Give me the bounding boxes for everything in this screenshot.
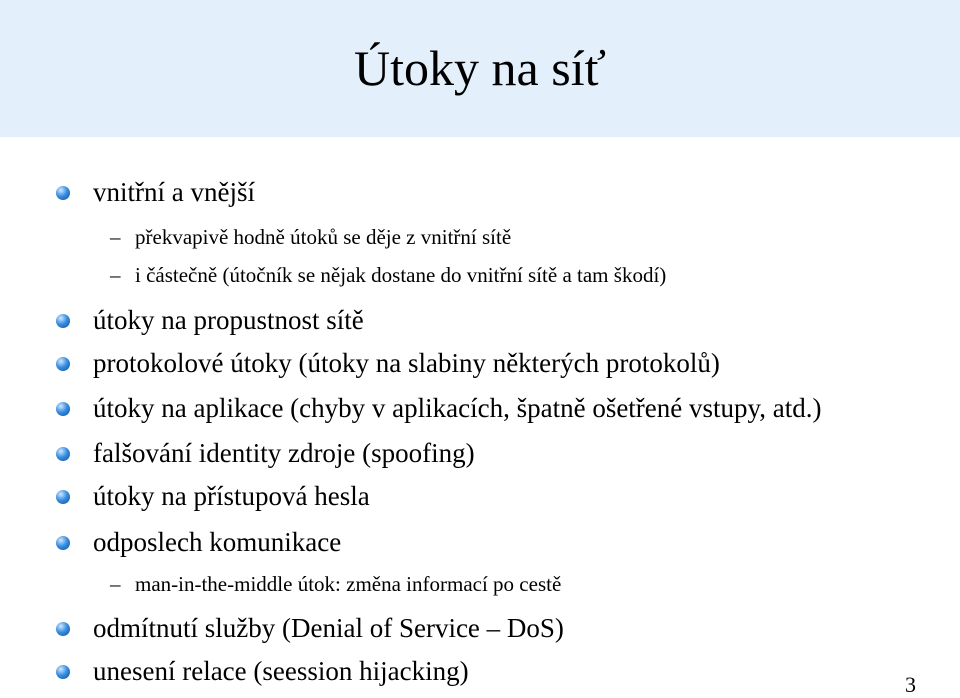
bullet-item: unesení relace (seession hijacking) <box>93 656 469 686</box>
bullet-icon <box>56 402 70 416</box>
bullet-icon <box>56 447 70 461</box>
sub-bullet-item: překvapivě hodně útoků se děje z vnitřní sítě <box>135 225 512 249</box>
bullet-icon <box>56 314 70 328</box>
bullet-item: útoky na aplikace (chyby v aplikacích, špatně ošetřené vstupy, atd.) <box>93 393 822 423</box>
bullet-icon <box>56 357 70 371</box>
dash-icon: – <box>110 225 121 249</box>
bullet-item: útoky na přístupová hesla <box>93 481 370 511</box>
bullet-item: útoky na propustnost sítě <box>93 305 364 335</box>
dash-icon: – <box>110 263 121 287</box>
bullet-item: odmítnutí služby (Denial of Service – DoS) <box>93 613 564 643</box>
bullet-icon <box>56 186 70 200</box>
bullet-icon <box>56 622 70 636</box>
page-number: 3 <box>905 672 916 697</box>
bullet-icon <box>56 536 70 550</box>
sub-bullet-item: man-in-the-middle útok: změna informací po cestě <box>135 572 562 596</box>
bullet-item: odposlech komunikace <box>93 527 342 557</box>
bullet-item: protokolové útoky (útoky na slabiny některých protokolů) <box>93 348 720 378</box>
slide-title: Útoky na síť <box>354 40 606 96</box>
sub-bullet-item: i částečně (útočník se nějak dostane do vnitřní sítě a tam škodí) <box>135 263 667 287</box>
bullet-item: vnitřní a vnější <box>93 177 255 207</box>
bullet-icon <box>56 665 70 679</box>
bullet-icon <box>56 490 70 504</box>
dash-icon: – <box>110 572 121 596</box>
bullet-item: falšování identity zdroje (spoofing) <box>93 438 475 468</box>
